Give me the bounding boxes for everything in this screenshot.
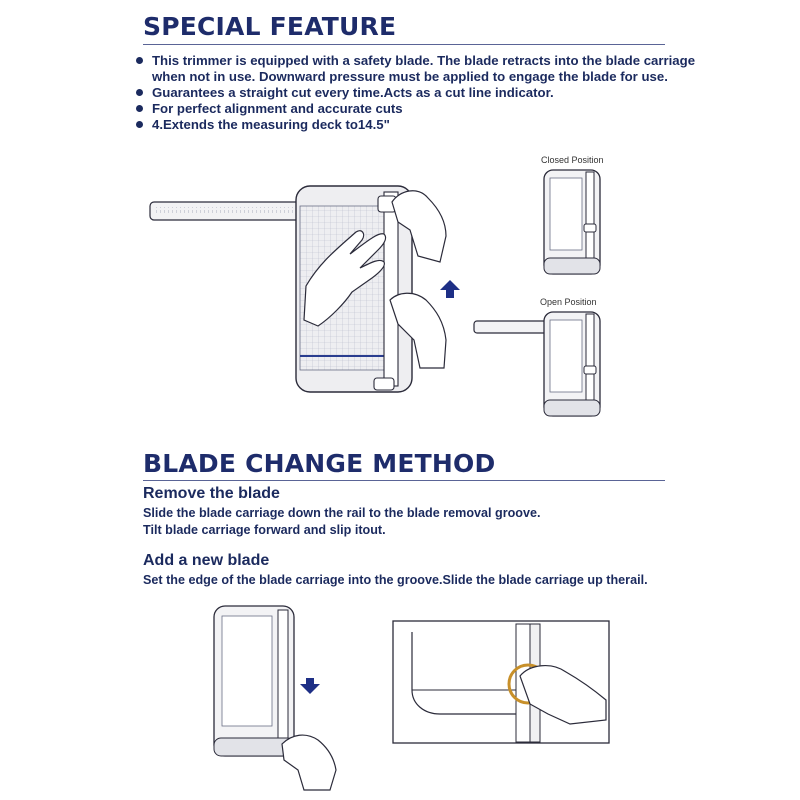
- highlight-ring: [509, 665, 547, 703]
- hand-icon: [392, 191, 446, 262]
- remove-blade-title: Remove the blade: [143, 485, 280, 502]
- blade-removal-illustration: [214, 606, 336, 790]
- blade-change-heading: BLADE CHANGE METHOD: [143, 449, 496, 478]
- closed-position-illustration: [544, 170, 600, 274]
- open-position-illustration: [474, 312, 600, 416]
- blade-change-divider: [143, 480, 665, 481]
- remove-blade-step-2: Tilt blade carriage forward and slip itout.: [143, 523, 386, 537]
- measuring-arm: [150, 202, 300, 220]
- blade-insert-closeup: [393, 621, 609, 743]
- hand-icon: [282, 735, 336, 790]
- add-blade-title: Add a new blade: [143, 552, 270, 569]
- feature-item-measuring-deck: 4.Extends the measuring deck to14.5": [136, 117, 696, 133]
- feature-item-safety-blade: This trimmer is equipped with a safety blade. The blade retracts into the blade carriage when not in use. Downward pressure must be applied to engage the blade for use.: [136, 53, 696, 85]
- feature-list: [136, 53, 696, 133]
- closed-position-label: Closed Position: [541, 155, 604, 165]
- up-arrow-icon: [440, 280, 460, 298]
- special-feature-heading: SPECIAL FEATURE: [143, 12, 397, 41]
- open-position-label: Open Position: [540, 297, 597, 307]
- hand-icon: [304, 231, 386, 326]
- remove-blade-step-1: Slide the blade carriage down the rail to the blade removal groove.: [143, 506, 541, 520]
- trimmer-base: [296, 186, 412, 392]
- feature-item-alignment: For perfect alignment and accurate cuts: [136, 101, 696, 117]
- special-feature-divider: [143, 44, 665, 45]
- feature-item-straight-cut: Guarantees a straight cut every time.Acts as a cut line indicator.: [136, 85, 696, 101]
- add-blade-step: Set the edge of the blade carriage into the groove.Slide the blade carriage up therail.: [143, 573, 648, 587]
- down-arrow-icon: [300, 678, 320, 694]
- hand-icon: [390, 293, 446, 368]
- hand-icon: [520, 666, 606, 724]
